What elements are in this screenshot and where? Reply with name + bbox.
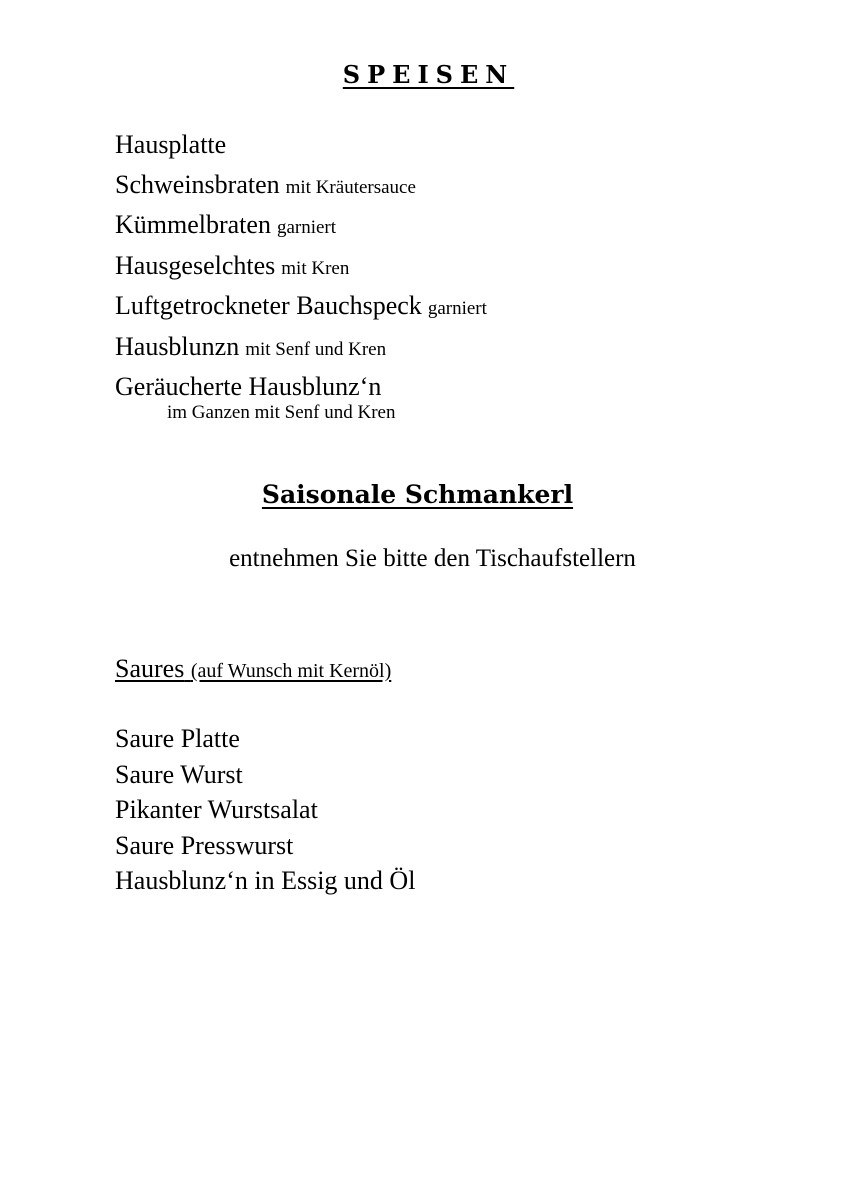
- saisonal-note: entnehmen Sie bitte den Tischaufstellern: [229, 545, 636, 572]
- dish-name: Hausblunzn: [115, 331, 240, 361]
- dish-name: Schweinsbraten: [115, 169, 280, 199]
- dish-name: Luftgetrockneter Bauchspeck: [115, 291, 422, 320]
- saures-heading-text: Saures: [115, 654, 185, 683]
- list-item: Hausblunz‘n in Essig und Öl: [115, 866, 416, 895]
- dish-name: Hausgeselchtes: [115, 250, 276, 280]
- list-item: Pikanter Wurstsalat: [115, 795, 318, 824]
- list-item: [115, 166, 487, 207]
- list-item: [115, 287, 487, 328]
- dish-description: garniert: [427, 298, 487, 319]
- page-title: [0, 60, 850, 89]
- list-item: [115, 328, 487, 369]
- saures-list: [115, 721, 415, 899]
- list-item: [115, 206, 487, 247]
- list-item: [115, 126, 487, 166]
- dish-name: Hausplatte: [115, 130, 227, 159]
- page-title-text: SPEISEN: [342, 60, 515, 89]
- dish-detail: im Ganzen mit Senf und Kren: [167, 401, 396, 423]
- speisen-list: [115, 126, 487, 424]
- saures-heading-note: (auf Wunsch mit Kernöl): [190, 660, 392, 682]
- saures-heading: [115, 654, 391, 684]
- dish-description: mit Kren: [281, 257, 350, 279]
- dish-name: Kümmelbraten: [115, 210, 271, 239]
- list-item: Saure Platte: [115, 724, 240, 753]
- saisonal-title: Saisonale Schmankerl: [261, 480, 574, 509]
- dish-description: mit Senf und Kren: [245, 338, 387, 360]
- list-item: Saure Presswurst: [115, 830, 294, 860]
- list-item: [115, 247, 487, 288]
- dish-name: Geräucherte Hausblunz‘n: [115, 372, 382, 401]
- dish-description: mit Kräutersauce: [285, 176, 416, 198]
- dish-description: garniert: [276, 217, 337, 238]
- list-item: Saure Wurst: [115, 759, 243, 789]
